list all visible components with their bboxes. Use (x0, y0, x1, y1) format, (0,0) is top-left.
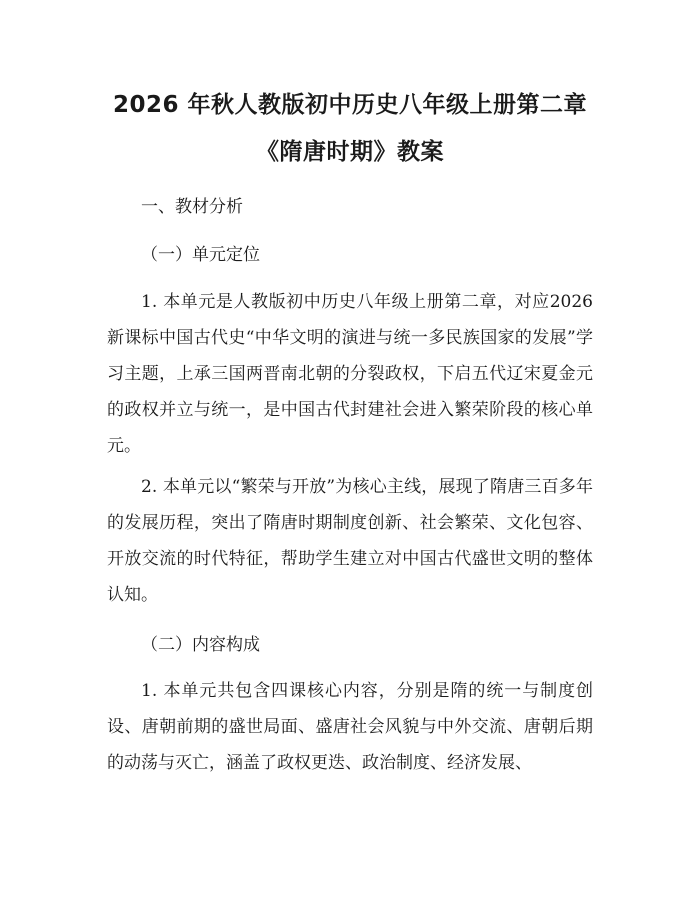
paragraph-unit-positioning-1: 1. 本单元是人教版初中历史八年级上册第二章，对应2026 新课标中国古代史“中华文明的演进与统一多民族国家的发展”学习主题，上承三国两晋南北朝的分裂政权，下启五代辽宋夏金元的政权并立与统一，是中国古代封建社会进入繁荣阶段的核心单元。 (107, 292, 593, 456)
subsection-heading-content-composition: （二）内容构成 (141, 635, 260, 655)
paragraph-content-composition-1: 1. 本单元共包含四课核心内容，分别是隋的统一与制度创设、唐朝前期的盛世局面、盛唐社会风貌与中外交流、唐朝后期的动荡与灭亡，涵盖了政权更迭、政治制度、经济发展、 (107, 681, 593, 773)
subsection-heading-unit-positioning: （一）单元定位 (141, 245, 260, 265)
section-heading-textbook-analysis: 一、教材分析 (141, 197, 243, 217)
document-title-line-2: 《隋唐时期》教案 (256, 139, 444, 165)
paragraph-unit-positioning-2: 2. 本单元以“繁荣与开放”为核心主线，展现了隋唐三百多年的发展历程，突出了隋唐时期制度创新、社会繁荣、文化包容、开放交流的时代特征，帮助学生建立对中国古代盛世文明的整体认知。 (107, 477, 593, 605)
document-title-line-1: 2026 年秋人教版初中历史八年级上册第二章 (112, 92, 588, 118)
